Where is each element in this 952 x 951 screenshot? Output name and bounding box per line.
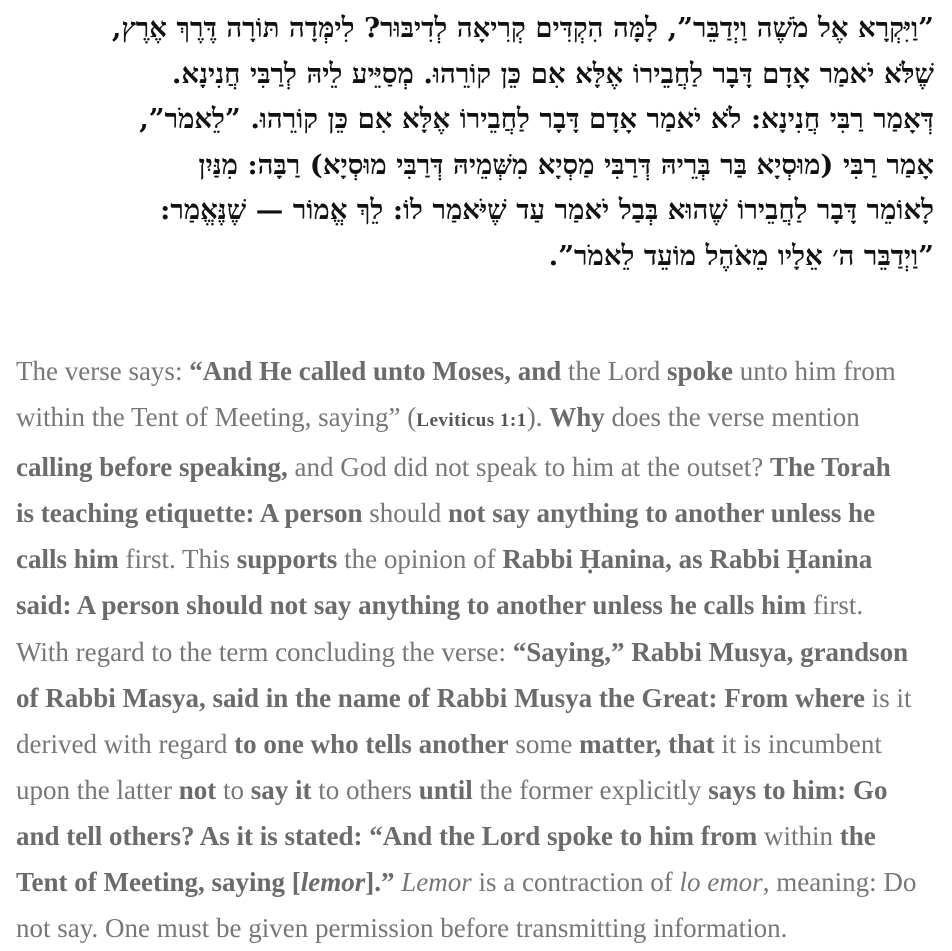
bold-text: the — [839, 820, 876, 851]
bold-text: calling before speaking, — [16, 452, 288, 483]
translation-line — [16, 767, 936, 813]
plain-text: some — [508, 728, 580, 759]
translation-line — [16, 813, 936, 859]
plain-text: to — [216, 774, 251, 805]
plain-text: the former explicitly — [472, 774, 709, 805]
plain-text: derived with regard — [16, 728, 235, 759]
bold-text: ].” — [365, 867, 395, 898]
plain-text: is a contraction of — [471, 867, 680, 898]
bold-text: “Saying,” Rabbi Musya, grandson — [512, 636, 909, 667]
plain-text: it is incumbent — [714, 728, 882, 759]
plain-text: , meaning: Do — [762, 867, 917, 898]
bold-text: not — [178, 774, 217, 805]
plain-text: upon the latter — [16, 774, 179, 805]
bold-text: Why — [549, 402, 605, 433]
translation-line — [16, 629, 936, 675]
plain-text: is it — [864, 682, 912, 713]
hebrew-line: ”וַיִּקְרָא אֶל מֹשֶׁה וַיְדַבֵּר”, לָמָּה הִקְדִּים קְרִיאָה לְדִיבּוּר? לִימְּדָה תּוֹרָה דֶּרֶךְ אֶרֶץ, — [111, 12, 934, 44]
plain-text: does the verse mention — [604, 402, 860, 433]
bold-text: matter, that — [579, 728, 715, 759]
bold-text: said: A person should not say anything to another unless he calls him — [16, 590, 807, 621]
source-reference: Leviticus 1:1 — [416, 410, 527, 432]
hebrew-text-block — [14, 6, 934, 280]
translation-line — [16, 675, 936, 721]
plain-text: first. This — [118, 544, 237, 575]
translation-line — [16, 582, 936, 628]
translation-line — [16, 859, 936, 905]
bold-text: say it — [250, 774, 312, 805]
bold-text: is teaching etiquette: A person — [16, 498, 363, 529]
translation-line — [16, 905, 936, 951]
english-translation-block — [16, 348, 936, 951]
plain-text: should — [362, 498, 448, 529]
hebrew-line: לָאוֹמֵר דָּבָר לַחֲבֵירוֹ שֶׁהוּא בְּבַל יֹאמַר עַד שֶׁיֹּאמַר לוֹ: לֵךְ אֱמוֹר — שֶׁנֶּאֱמַר: — [160, 194, 934, 227]
plain-text: within — [757, 820, 840, 851]
plain-text: the Lord — [561, 356, 667, 386]
bold-text: of Rabbi Masya, said in the name of Rabbi Musya the Great: From where — [16, 682, 865, 713]
bold-text: not say anything to another unless he — [448, 498, 876, 529]
plain-text: The verse says: — [16, 356, 190, 386]
hebrew-line: דְּאָמַר רַבִּי חֲנִינָא: לֹא יֹאמַר אָדָם דָּבָר לַחֲבֵירוֹ אֶלָּא אִם כֵּן קוֹרֵהוּ. ”לֵאמֹר”, — [139, 103, 934, 136]
bold-text: until — [418, 774, 473, 805]
plain-text: the opinion of — [337, 544, 503, 575]
plain-text: and God did not speak to him at the outset? — [287, 452, 770, 483]
bold-text: The Torah — [769, 452, 891, 483]
translation-line — [16, 536, 936, 582]
plain-text: to others — [311, 774, 419, 805]
plain-text: ). — [526, 402, 550, 433]
bold-text: spoke — [666, 356, 734, 386]
bold-text: to one who tells another — [234, 728, 509, 759]
bold-text: says to him: Go — [708, 774, 888, 805]
plain-text: unto him from — [733, 356, 896, 386]
translation-line — [16, 394, 936, 444]
bold-text: calls him — [16, 544, 119, 575]
bold-text: “And He called unto Moses, and — [189, 356, 562, 386]
plain-text: not say. One must be given permission before transmitting information. — [16, 913, 788, 944]
plain-text: within the Tent of Meeting, saying” ( — [16, 402, 417, 433]
hebrew-line: ”וַיְדַבֵּר ה׳ אֵלָיו מֵאֹהֶל מוֹעֵד לֵאמֹר”. — [548, 239, 934, 272]
bold-italic-term: lemor — [300, 867, 366, 898]
bold-text: Tent of Meeting, saying [ — [16, 867, 301, 898]
italic-term: Lemor — [401, 867, 472, 898]
italic-term: lo emor — [679, 867, 763, 898]
bold-text: supports — [236, 544, 338, 575]
translation-line — [16, 444, 936, 490]
translation-line — [16, 721, 936, 767]
translation-line — [16, 348, 936, 394]
bold-text: and tell others? As it is stated: “And the Lord spoke to him from — [16, 820, 758, 851]
bold-text: Rabbi Ḥanina, as Rabbi Ḥanina — [502, 544, 873, 575]
translation-line — [16, 490, 936, 536]
hebrew-line: אָמַר רַבִּי (מוּסְיָא בַּר בְּרֵיהּ דְּרַבִּי מַסְיָא מִשְּׁמֵיהּ דְּרַבִּי מוּסְיָא) רַבָּה: מִנַּיִן — [198, 148, 934, 181]
plain-text: With regard to the term concluding the verse: — [16, 636, 513, 667]
hebrew-line: שֶׁלֹּא יֹאמַר אָדָם דָּבָר לַחֲבֵירוֹ אֶלָּא אִם כֵּן קוֹרֵהוּ. מְסַיֵּיע לֵיהּ לְרַבִּי חֲנִינָא. — [171, 57, 934, 90]
plain-text: first. — [806, 590, 864, 621]
